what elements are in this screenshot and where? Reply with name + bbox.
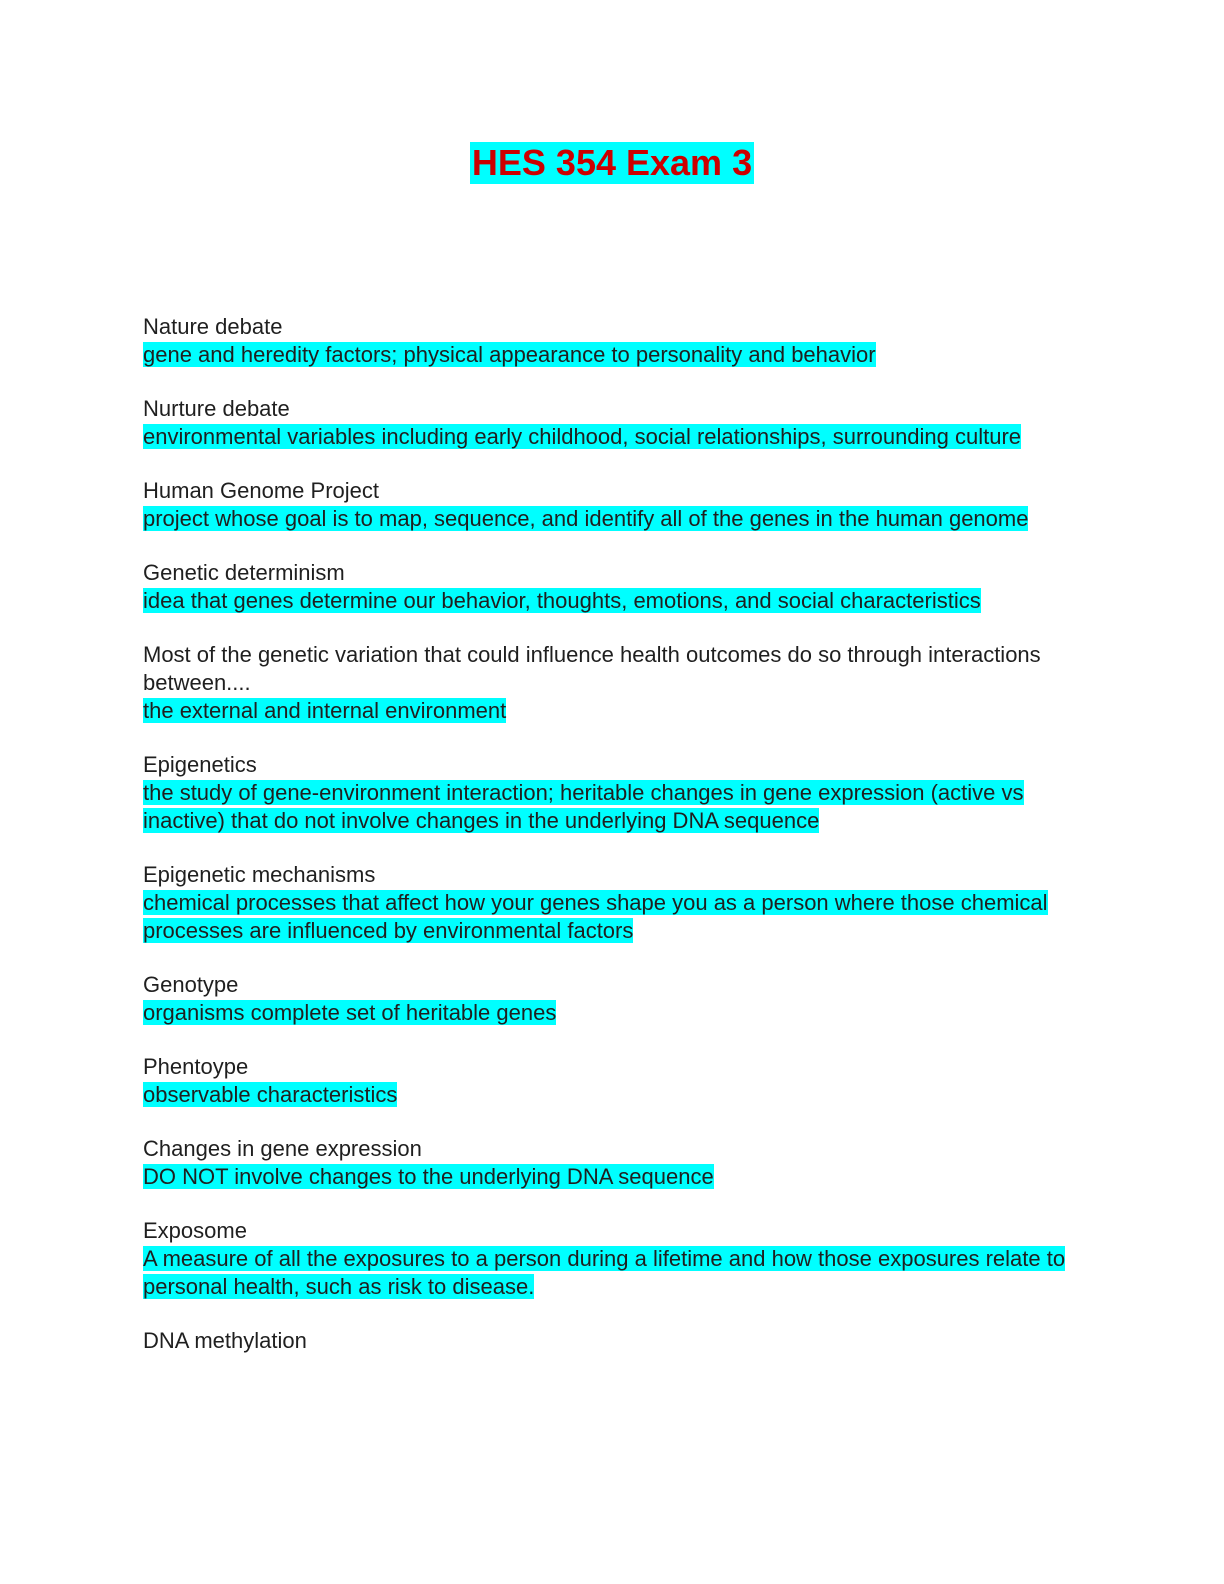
list-item	[143, 477, 1078, 533]
term: Changes in gene expression	[143, 1136, 422, 1161]
list-item	[143, 1327, 1078, 1355]
definition: gene and heredity factors; physical appearance to personality and behavior	[143, 342, 876, 367]
term: Genetic determinism	[143, 560, 345, 585]
definition: A measure of all the exposures to a person during a lifetime and how those exposures relate to personal health, such as risk to disease.	[143, 1246, 1066, 1299]
definition: chemical processes that affect how your genes shape you as a person where those chemical processes are influenced by environmental factors	[143, 890, 1048, 943]
definition: idea that genes determine our behavior, thoughts, emotions, and social characteristics	[143, 588, 981, 613]
term: Genotype	[143, 972, 239, 997]
definition: environmental variables including early childhood, social relationships, surrounding culture	[143, 424, 1022, 449]
term: Exposome	[143, 1218, 247, 1243]
list-item	[143, 971, 1078, 1027]
term: Nature debate	[143, 314, 283, 339]
definition: the study of gene-environment interaction; heritable changes in gene expression (active vs inactive) that do not involve changes in the underlying DNA sequence	[143, 780, 1024, 833]
list-item	[143, 313, 1078, 369]
list-item	[143, 861, 1078, 945]
definition: project whose goal is to map, sequence, and identify all of the genes in the human genome	[143, 506, 1029, 531]
term: Epigenetic mechanisms	[143, 862, 376, 887]
list-item	[143, 395, 1078, 451]
definition: the external and internal environment	[143, 698, 507, 723]
title-container	[0, 142, 1224, 184]
list-item	[143, 1053, 1078, 1109]
term: Epigenetics	[143, 752, 257, 777]
list-item	[143, 1217, 1078, 1301]
term: Most of the genetic variation that could influence health outcomes do so through interactions between....	[143, 642, 1041, 695]
term: Phentoype	[143, 1054, 249, 1079]
definition: organisms complete set of heritable genes	[143, 1000, 557, 1025]
list-item	[143, 751, 1078, 835]
term: DNA methylation	[143, 1328, 307, 1353]
definition: observable characteristics	[143, 1082, 398, 1107]
page-title: HES 354 Exam 3	[471, 142, 753, 183]
term: Nurture debate	[143, 396, 290, 421]
definition: DO NOT involve changes to the underlying DNA sequence	[143, 1164, 714, 1189]
list-item	[143, 641, 1078, 725]
list-item	[143, 1135, 1078, 1191]
term: Human Genome Project	[143, 478, 379, 503]
flashcard-list	[143, 313, 1078, 1381]
list-item	[143, 559, 1078, 615]
